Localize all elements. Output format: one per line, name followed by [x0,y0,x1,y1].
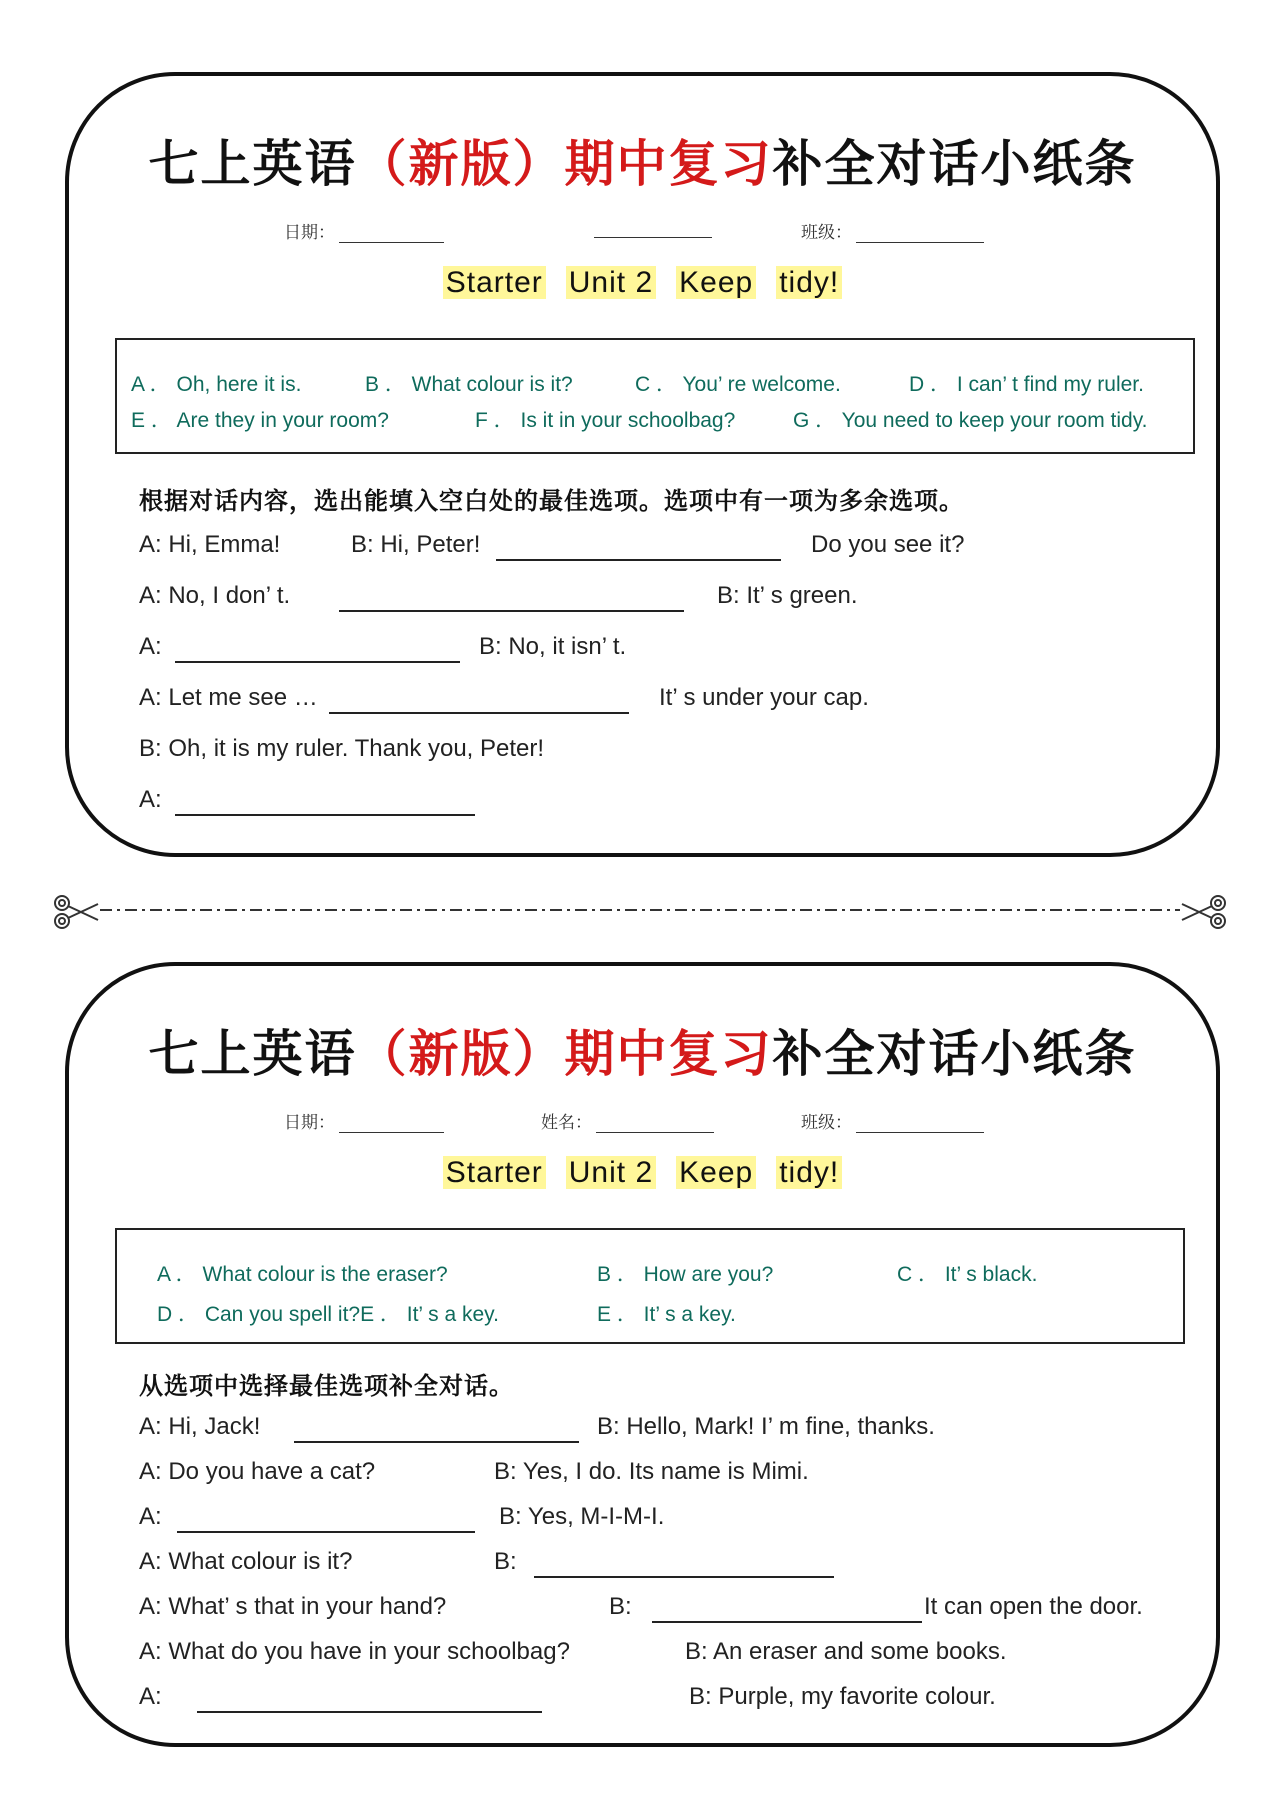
subtitle-word: tidy! [776,1156,842,1189]
dialogue-text: B: No, it isn’ t. [479,633,627,660]
name-field[interactable] [541,1108,714,1133]
dialogue-text: B: [609,1593,632,1620]
answer-blank[interactable] [339,610,684,612]
worksheet-card-1 [65,72,1220,857]
answer-blank[interactable] [329,712,629,714]
scissors-icon [55,896,98,928]
dialogue-text: B: Purple, my favorite colour. [689,1683,996,1710]
dialogue-text: A: Do you have a cat? [139,1458,376,1485]
dialogue-line [139,1638,1186,1672]
dialogue-text: It’ s under your cap. [659,684,869,711]
dialogue-line [139,1503,1186,1537]
dialogue-line [139,1683,1186,1717]
answer-blank[interactable] [496,559,781,561]
worksheet-card-2 [65,962,1220,1747]
title-part-1: 七上英语 [148,1024,357,1083]
subtitle-word: Starter [443,266,546,299]
instruction-text: 根据对话内容，选出能填入空白处的最佳选项。选项中有一项为多余选项。 [139,486,964,515]
subtitle-word: Keep [676,1156,756,1189]
answer-blank[interactable] [652,1621,922,1623]
dialogue-text: A: What do you have in your schoolbag? [139,1638,570,1665]
dialogue-text: B: Hello, Mark! I’ m fine, thanks. [597,1413,935,1440]
option-item: E ． Are they in your room? [131,409,389,432]
option-item: F ． Is it in your schoolbag? [475,409,736,432]
option-item: A ． Oh, here it is. [131,373,302,396]
dialogue-text: A: Hi, Jack! [139,1413,261,1440]
dialogue-line [139,1458,1186,1492]
dialogue-text: A: [139,1503,162,1530]
option-item: B ． How are you? [597,1263,774,1286]
date-blank[interactable] [339,1114,444,1133]
option-item: A ． What colour is the eraser? [157,1263,448,1286]
instruction-text: 从选项中选择最佳选项补全对话。 [139,1371,514,1400]
subtitle-word: Unit 2 [566,266,656,299]
dialogue-line [139,531,1186,565]
worksheet-title [69,1014,1216,1086]
dialogue-text: A: [139,786,162,813]
unit-subtitle [69,266,1216,300]
date-field[interactable] [284,1108,444,1133]
dialogue-line [139,1548,1186,1582]
class-blank[interactable] [856,1114,984,1133]
dialogue-text: A: What colour is it? [139,1548,353,1575]
name-blank[interactable] [594,219,712,238]
dialogue-text: B: Yes, I do. Its name is Mimi. [494,1458,809,1485]
answer-blank[interactable] [534,1576,834,1578]
cut-line [0,890,1280,930]
option-item: C ． It’ s black. [897,1263,1038,1286]
date-blank[interactable] [339,224,444,243]
scissors-icon [1182,896,1225,928]
dialogue-line [139,684,1186,718]
dialogue-text: B: An eraser and some books. [685,1638,1007,1665]
unit-subtitle [69,1156,1216,1190]
subtitle-word: Starter [443,1156,546,1189]
answer-blank[interactable] [197,1711,542,1713]
name-field[interactable] [544,218,712,238]
class-label: 班级： [801,1113,852,1133]
dialogue-text: A: Let me see … [139,684,318,711]
dialogue-text: A: What’ s that in your hand? [139,1593,447,1620]
option-item: E ． It’ s a key. [597,1303,736,1326]
option-item: D ． Can you spell it?E ． It’ s a key. [157,1303,499,1326]
subtitle-word: tidy! [776,266,842,299]
option-item: C ． You’ re welcome. [635,373,841,396]
title-part-3: 补全对话小纸条 [772,134,1137,193]
class-blank[interactable] [856,224,984,243]
name-label: 姓名： [541,1113,592,1133]
date-label: 日期： [284,1113,335,1133]
dialogue-text: It can open the door. [924,1593,1143,1620]
dialogue-text: B: [494,1548,517,1575]
option-item: B ． What colour is it? [365,373,573,396]
option-item: D ． I can’ t find my ruler. [909,373,1144,396]
title-part-2: （新版）期中复习 [356,1024,773,1083]
class-field[interactable] [801,1108,984,1133]
worksheet-title [69,124,1216,196]
subtitle-word: Unit 2 [566,1156,656,1189]
dialogue-text: B: Yes, M-I-M-I. [499,1503,665,1530]
answer-blank[interactable] [294,1441,579,1443]
name-blank[interactable] [596,1114,714,1133]
answer-blank[interactable] [175,814,475,816]
dialogue-text: B: Oh, it is my ruler. Thank you, Peter! [139,735,545,762]
dialogue-line [139,633,1186,667]
dialogue-line [139,582,1186,616]
dialogue-text: A: [139,1683,162,1710]
dialogue-line [139,1593,1186,1627]
dialogue-line [139,735,1186,769]
answer-blank[interactable] [177,1531,475,1533]
date-label: 日期： [284,223,335,243]
answer-blank[interactable] [175,661,460,663]
title-part-3: 补全对话小纸条 [772,1024,1137,1083]
class-label: 班级： [801,223,852,243]
dialogue-line [139,1413,1186,1447]
options-box [115,338,1195,454]
dialogue-text: A: Hi, Emma! [139,531,281,558]
dialogue-text: B: It’ s green. [717,582,858,609]
title-part-2: （新版）期中复习 [356,134,773,193]
dialogue-line [139,786,1186,820]
title-part-1: 七上英语 [148,134,357,193]
options-box [115,1228,1185,1344]
option-item: G ． You need to keep your room tidy. [793,409,1148,432]
dialogue-text: A: No, I don’ t. [139,582,291,609]
dialogue-text: Do you see it? [811,531,965,558]
dialogue-text: A: [139,633,162,660]
dialogue-text: B: Hi, Peter! [351,531,481,558]
class-field[interactable] [801,218,984,243]
subtitle-word: Keep [676,266,756,299]
date-field[interactable] [284,218,444,243]
